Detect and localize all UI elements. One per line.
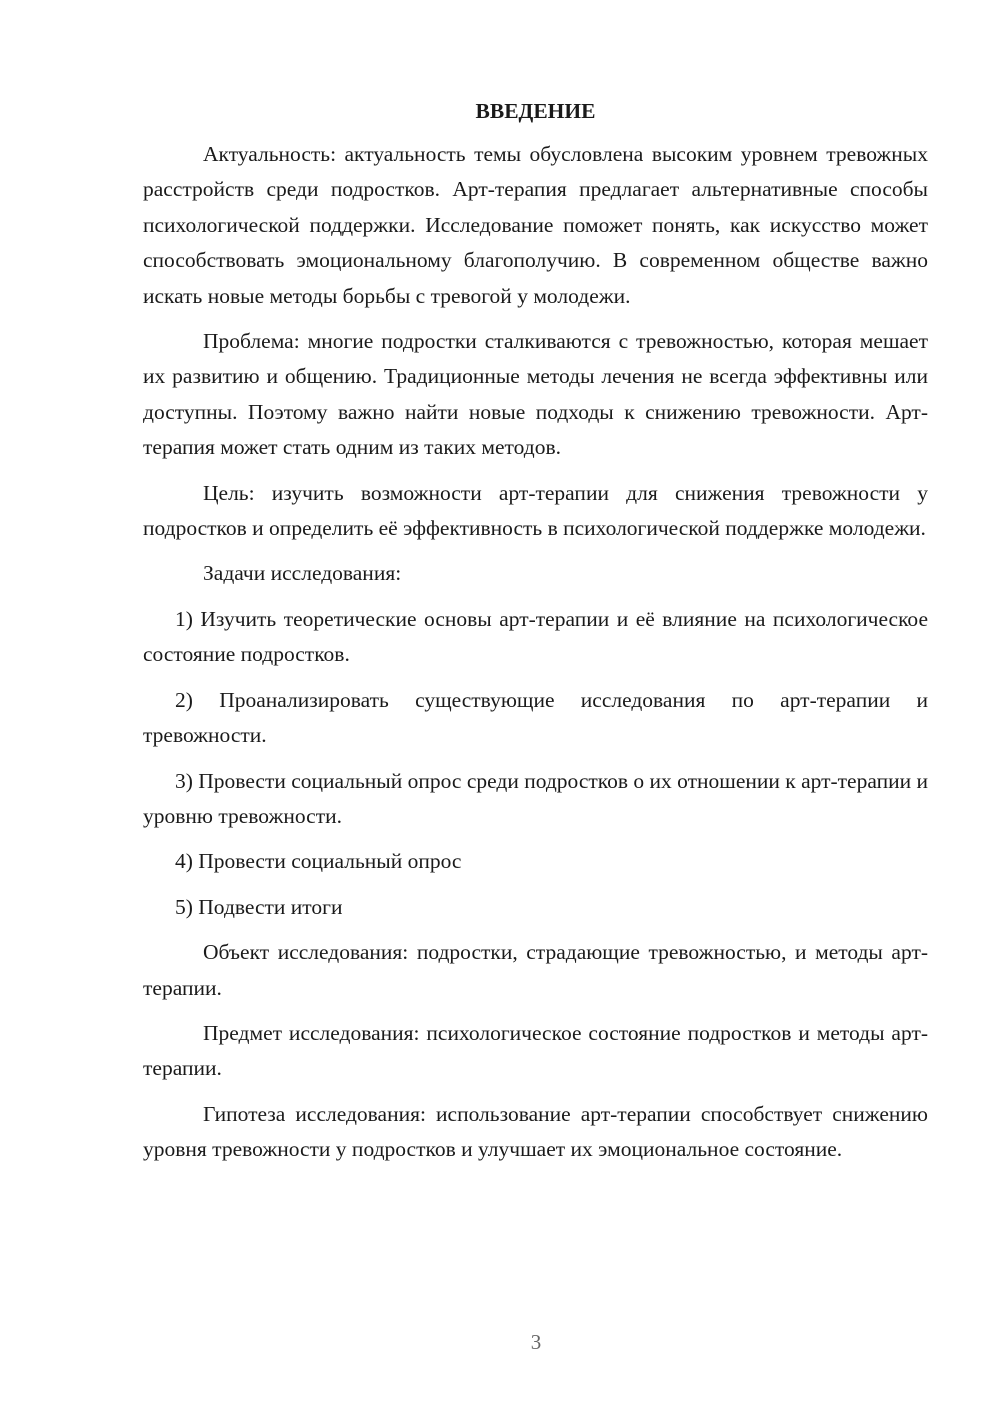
paragraph-subject: Предмет исследования: психологическое состояние подростков и методы арт-терапии. [143,1020,928,1081]
paragraph-goal: Цель: изучить возможности арт-терапии для снижения тревожности у подростков и определить её эффективность в психологической поддержке молодежи. [143,480,928,541]
document-page [143,95,928,1178]
task-item: 4) Провести социальный опрос [175,849,462,874]
page-number: 3 [530,1330,542,1354]
paragraph-object: Объект исследования: подростки, страдающие тревожностью, и методы арт-терапии. [143,940,928,1000]
task-item: 1) Изучить теоретические основы арт-терапии и её влияние на психологическое состояние подростков. [143,606,928,667]
task-item: 3) Провести социальный опрос среди подростков о их отношении к арт-терапии и уровню тревожности. [143,768,928,828]
task-item: 5) Подвести итоги [175,894,343,919]
paragraph-hypothesis: Гипотеза исследования: использование арт-терапии способствует снижению уровня тревожности у подростков и улучшает их эмоциональное состояние. [143,1101,928,1162]
page-title: ВВЕДЕНИЕ [475,99,596,123]
paragraph-relevance: Актуальность: актуальность темы обусловлена высоким уровнем тревожных расстройств среди подростков. Арт-терапия предлагает альтернативные способы психологической поддержки. Исследование поможет понять, как искусство может способствовать эмоциональному благополучию. В современном обществе важно искать новые методы борьбы с тревогой у молодежи. [143,142,928,308]
task-item: 2) Проанализировать существующие исследования по арт-терапии и тревожности. [143,687,928,748]
paragraph-problem: Проблема: многие подростки сталкиваются с тревожностью, которая мешает их развитию и общению. Традиционные методы лечения не всегда эффективны или доступны. Поэтому важно найти новые подходы к снижению тревожности. Арт-терапия может стать одним из таких методов. [143,329,928,460]
paragraph-tasks-heading: Задачи исследования: [203,561,402,586]
